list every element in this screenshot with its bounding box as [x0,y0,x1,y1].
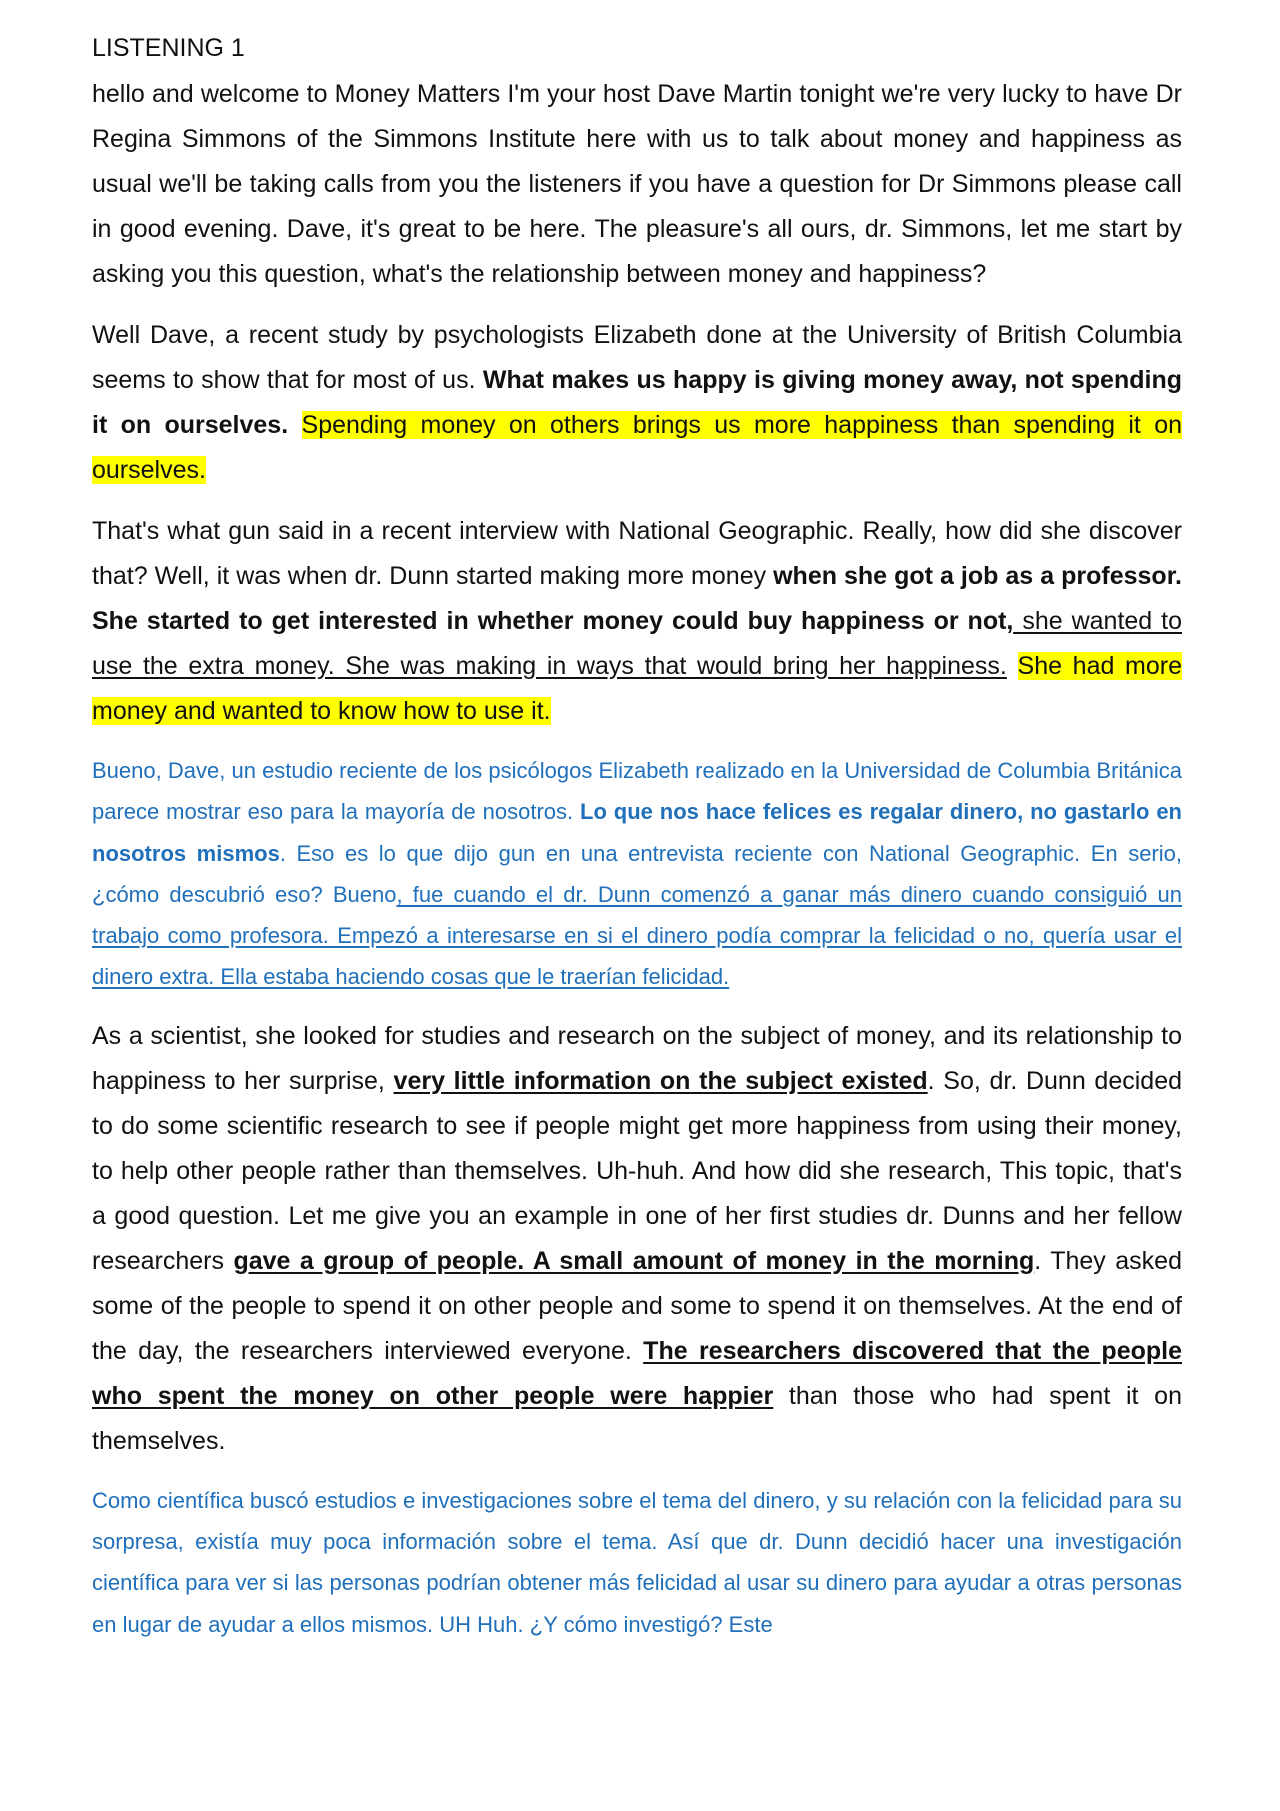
document-title: LISTENING 1 [92,34,245,62]
bold-underlined-text: gave a group of people. A small amount of money in the morning [233,1246,1035,1275]
highlighted-text: She had more money and wanted to know how to use it. [92,652,1182,725]
spanish-translation-1 [92,750,1182,998]
text-run: That's what gun said in a recent interview with National Geographic. Really, how did she discover that? Well, it was when dr. Dunn started making more money [92,517,1182,590]
text-run: than those who had spent it on themselves. [92,1381,1182,1455]
bold-text: Lo que nos hace felices es regalar dinero, no gastarlo en nosotros mismos [92,799,1183,866]
text-run: . So, dr. Dunn decided to do some scientific research to see if people might get more happiness from using their money, to help other people rather than themselves. Uh-huh. And how did she research, This topic, that's a good question. Let me give you an example in one of her first studies dr. Dunns and her fellow researchers [92,1066,1182,1275]
bold-underlined-text: , [1006,607,1014,635]
bold-underlined-text: very little information on the subject existed [393,1066,928,1095]
bold-text: when she got a job as a professor. She started to get interested in whether money could buy happiness or not [92,562,1182,635]
text-run: As a scientist, she looked for studies and research on the subject of money, and its relationship to happiness to her surprise, [92,1021,1182,1095]
text-run: . Eso es lo que dijo gun en una entrevista reciente con National Geographic. En serio, ¿cómo descubrió eso? Bueno [92,840,1182,907]
paragraph-research [92,1014,1182,1464]
text-run: Well Dave, a recent study by psychologists Elizabeth done at the University of British Columbia seems to show that for most of us. [92,321,1182,394]
paragraph-discovery [92,509,1182,734]
bold-text: What makes us happy is giving money away, not spending it on ourselves. [92,366,1182,439]
underlined-text: , fue cuando el dr. Dunn comenzó a ganar más dinero cuando consiguió un trabajo como profesora. Empezó a interesarse en si el dinero podía comprar la felicidad o no, quería usar el dinero extra. Ella estaba haciendo cosas que le traerían felicidad. [92,881,1182,990]
document-page [92,28,1182,1661]
text-run: Bueno, Dave, un estudio reciente de los psicólogos Elizabeth realizado en la Universidad de Columbia Británica parece mostrar eso para la mayoría de nosotros. [92,758,1182,825]
underlined-text: she wanted to use the extra money. She was making in ways that would bring her happiness. [92,607,1182,680]
paragraph-intro: hello and welcome to Money Matters I'm your host Dave Martin tonight we're very lucky to have Dr Regina Simmons of the Simmons Institute here with us to talk about money and happiness as usual we'll be taking calls from you the listeners if you have a question for Dr Simmons please call in good evening. Dave, it's great to be here. The pleasure's all ours, dr. Simmons, let me start by asking you this question, what's the relationship between money and happiness? [92,80,1182,288]
highlighted-text: Spending money on others brings us more happiness than spending it on ourselves. [92,411,1183,484]
bold-underlined-text: The researchers discovered that the people who spent the money on other people were happier [92,1336,1182,1410]
spanish-translation-2: Como científica buscó estudios e investigaciones sobre el tema del dinero, y su relación con la felicidad para su sorpresa, existía muy poca información sobre el tema. Así que dr. Dunn decidió hacer una investigación científica para ver si las personas podrían obtener más felicidad al usar su dinero para ayudar a otras personas en lugar de ayudar a ellos mismos. UH Huh. ¿Y cómo investigó? Este [92,1487,1182,1637]
text-run [288,411,301,439]
text-run: . They asked some of the people to spend it on other people and some to spend it on themselves. At the end of the day, the researchers interviewed everyone. [92,1246,1182,1365]
paragraph-study [92,313,1182,493]
